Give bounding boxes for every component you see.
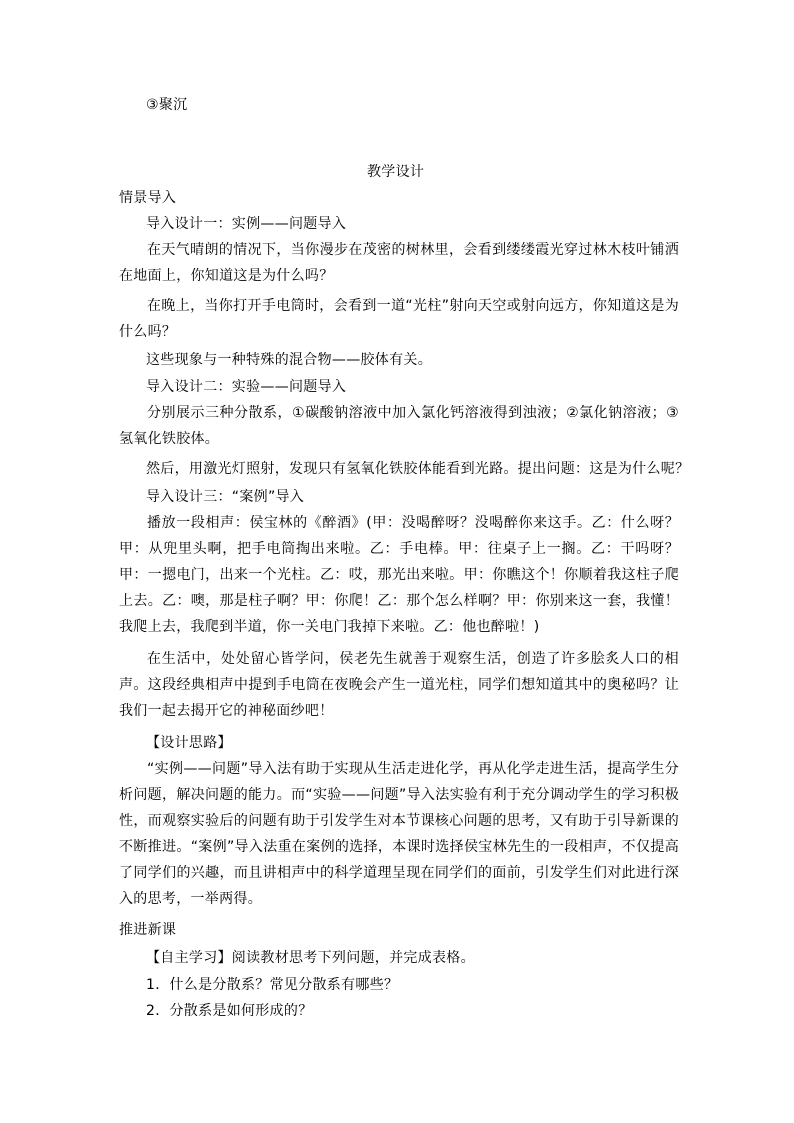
section-title: 教学设计	[367, 164, 425, 180]
design-thinking-paragraph: “实例——问题”导入法有助于实现从生活走进化学，再从化学走进生活，提高学生分析问题，解决问题的能力。而“实验——问题”导入法实验有利于充分调动学生的学习积极性，而观察实验后的问题有助于引发学生对本节课核心问题的思考，又有助于引导新课的不断推进。“案例”导入法重在案例的选择，本课时选择侯宝林先生的一段相声，不仅提高了同学们的兴趣，而且讲相声中的科学道理呈现在同学们的面前，引发学生们对此进行深入的思考，一举两得。	[119, 761, 679, 907]
design-thinking-heading: 【设计思路】	[146, 735, 232, 751]
design1-paragraph-2: 在晚上，当你打开手电筒时，会看到一道“光柱”射向天空或射向远方，你知道这是为什么吗？	[119, 298, 679, 340]
design2-paragraph-1: 分别展示三种分散系，①碳酸钠溶液中加入氯化钙溶液得到浊液；②氯化钠溶液；③氢氧化铁胶体。	[119, 405, 679, 447]
design1-paragraph-3: 这些现象与一种特殊的混合物——胶体有关。	[146, 352, 432, 368]
question-1: 1．什么是分散系？常见分散系有哪些？	[146, 977, 399, 993]
design3-paragraph-1: 播放一段相声：侯宝林的《醉酒》(甲：没喝醉呀？没喝醉你来这手。乙：什么呀？甲：从兜里头啊，把手电筒掏出来啦。乙：手电棒。甲：往桌子上一搁。乙：干吗呀？甲：一摁电门，出来一个光柱。乙：哎，那光出来啦。甲：你瞧这个！你顺着我这柱子爬上去。乙：噢，那是柱子啊？甲：你爬！乙：那个怎么样啊？甲：你别来这一套，我懂！我爬上去，我爬到半道，你一关电门我掉下来啦。乙：他也醉啦！)	[119, 515, 679, 635]
design3-heading: 导入设计三：“案例”导入	[146, 489, 305, 505]
self-study-instruction: 【自主学习】阅读教材思考下列问题，并完成表格。	[146, 950, 475, 966]
intro-heading: 情景导入	[119, 190, 177, 206]
new-lesson-heading: 推进新课	[119, 922, 177, 938]
design2-heading: 导入设计二：实验——问题导入	[146, 379, 347, 395]
design1-heading: 导入设计一：实例——问题导入	[146, 216, 347, 232]
design3-paragraph-2: 在生活中，处处留心皆学问，侯老先生就善于观察生活，创造了许多脍炙人口的相声。这段经典相声中提到手电筒在夜晚会产生一道光柱，同学们想知道其中的奥秘吗？让我们一起去揭开它的神秘面纱吧！	[119, 651, 679, 719]
design1-paragraph-1: 在天气晴朗的情况下，当你漫步在茂密的树林里，会看到缕缕霞光穿过林木枝叶铺洒在地面上，你知道这是为什么吗？	[119, 242, 679, 284]
previous-answer: ③聚沉	[146, 97, 188, 113]
question-2: 2．分散系是如何形成的？	[146, 1003, 313, 1019]
design2-paragraph-2: 然后，用激光灯照射，发现只有氢氧化铁胶体能看到光路。提出问题：这是为什么呢？	[146, 461, 690, 477]
